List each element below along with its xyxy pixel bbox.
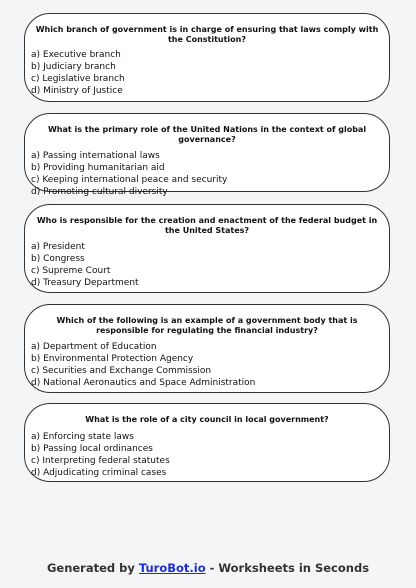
option-b: b) Providing humanitarian aid bbox=[31, 163, 165, 173]
option-a: a) Passing international laws bbox=[31, 151, 160, 161]
option-d: d) Promoting cultural diversity bbox=[31, 187, 168, 197]
option-c: c) Supreme Court bbox=[31, 266, 111, 276]
option-b: b) Judiciary branch bbox=[31, 62, 116, 72]
footer bbox=[0, 561, 416, 575]
option-a: a) Enforcing state laws bbox=[31, 431, 134, 442]
option-b: b) Environmental Protection Agency bbox=[31, 354, 194, 364]
options-list bbox=[25, 431, 389, 479]
option-c: c) Keeping international peace and security bbox=[31, 175, 228, 185]
question-card bbox=[24, 13, 390, 102]
question-text: What is the primary role of the United Nations in the context of global governance? bbox=[47, 125, 367, 144]
question-card bbox=[24, 304, 390, 393]
option-c: c) Securities and Exchange Commission bbox=[31, 366, 212, 376]
options-list bbox=[25, 49, 389, 97]
question-card bbox=[24, 403, 390, 482]
option-d: d) Treasury Department bbox=[31, 278, 139, 288]
question-text: What is the role of a city council in local government? bbox=[85, 415, 329, 424]
option-a: a) Executive branch bbox=[31, 50, 121, 60]
question-text: Who is responsible for the creation and enactment of the federal budget in the United States? bbox=[36, 216, 378, 235]
option-b: b) Congress bbox=[31, 254, 85, 264]
question-card bbox=[24, 204, 390, 293]
option-a: a) President bbox=[31, 242, 85, 252]
options-list bbox=[25, 241, 389, 289]
option-d: d) National Aeronautics and Space Administration bbox=[31, 378, 256, 388]
question-text: Which of the following is an example of a government body that is responsible for regulating the financial industry? bbox=[56, 316, 358, 335]
options-list bbox=[25, 341, 389, 389]
question-text: Which branch of government is in charge of ensuring that laws comply with the Constitution? bbox=[35, 25, 379, 44]
option-d: d) Ministry of Justice bbox=[31, 86, 123, 96]
option-b: b) Passing local ordinances bbox=[31, 443, 153, 454]
option-c: c) Legislative branch bbox=[31, 74, 125, 84]
turobot-link[interactable]: TuroBot.io bbox=[138, 561, 206, 575]
option-d: d) Adjudicating criminal cases bbox=[31, 467, 167, 478]
option-a: a) Department of Education bbox=[31, 342, 157, 352]
option-c: c) Interpreting federal statutes bbox=[31, 455, 170, 466]
question-card bbox=[24, 113, 390, 197]
footer-suffix: - Worksheets in Seconds bbox=[205, 561, 370, 575]
options-list bbox=[25, 150, 389, 198]
footer-prefix: Generated by bbox=[46, 561, 139, 575]
